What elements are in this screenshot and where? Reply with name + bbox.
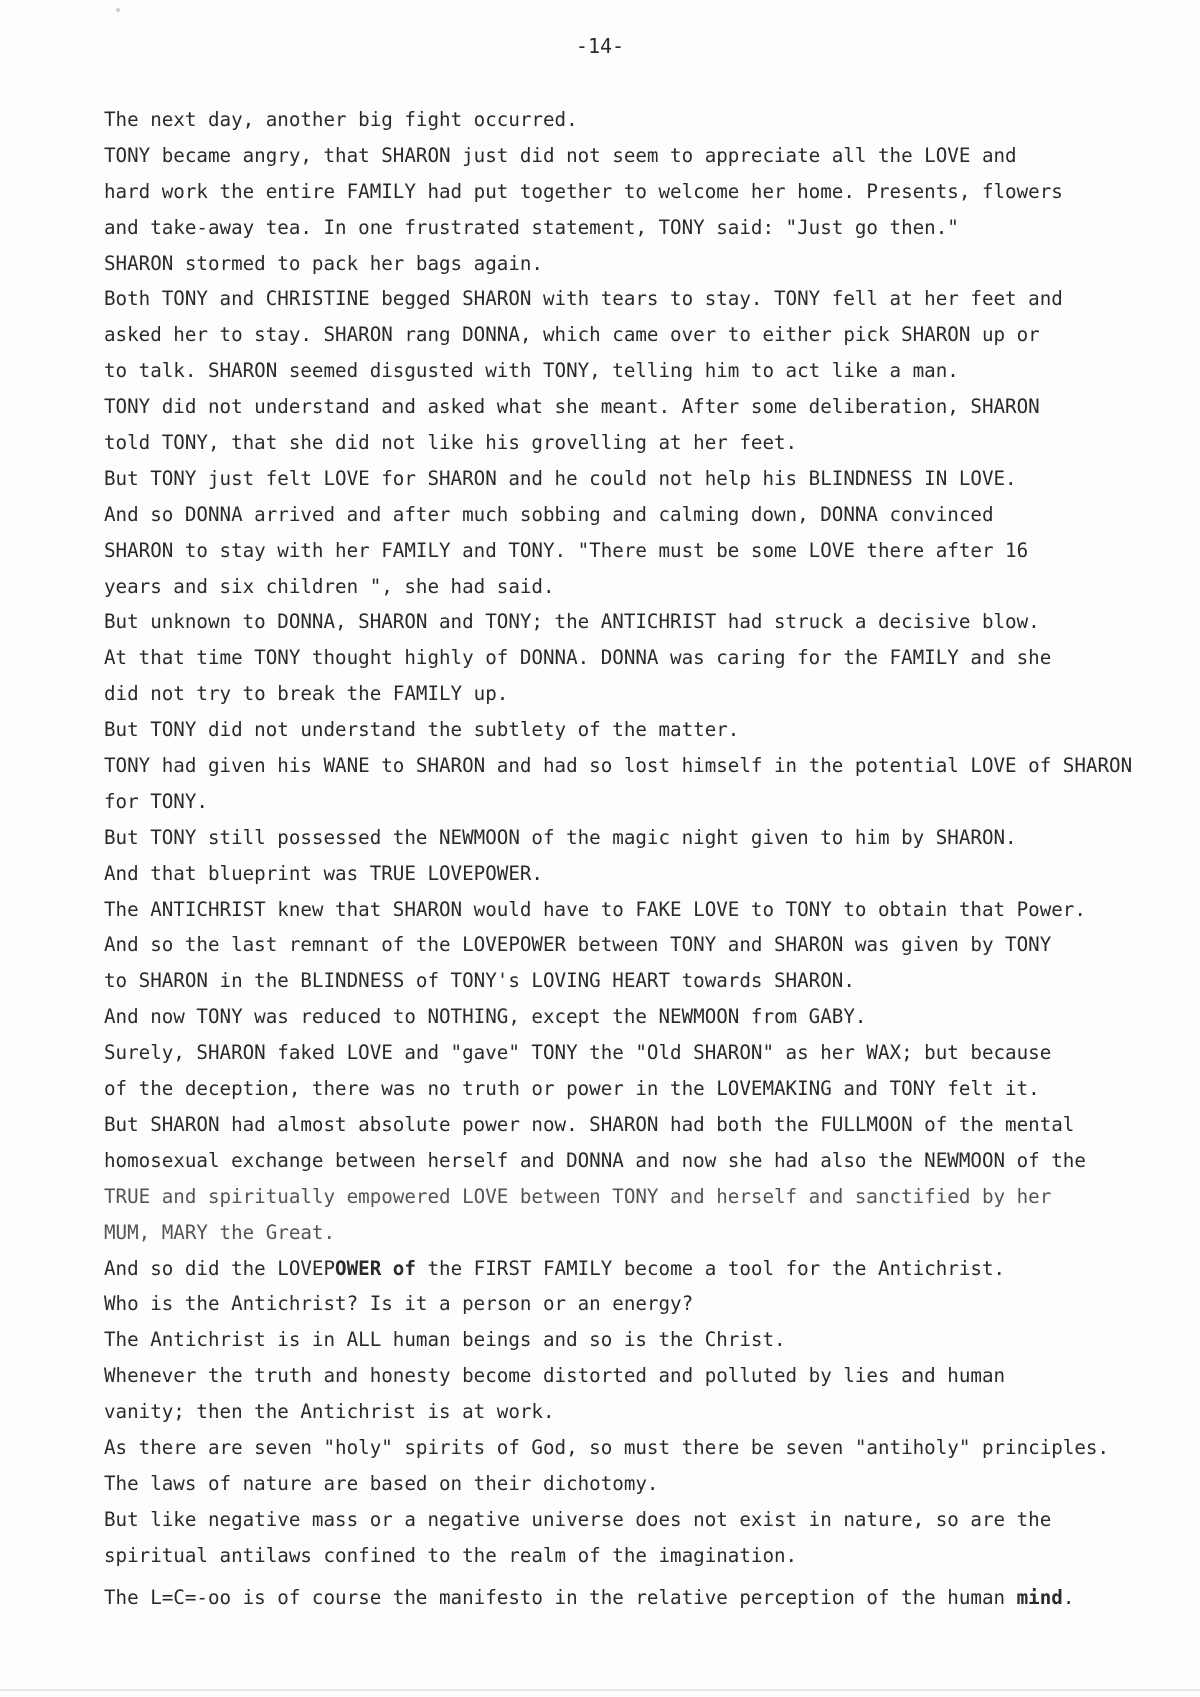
text-line: The next day, another big fight occurred. [104,108,578,131]
body-text [104,102,1194,1615]
text-line: and take-away tea. In one frustrated statement, TONY said: "Just go then." [104,215,959,239]
page-bottom-edge [0,1689,1200,1691]
text-segment: The L=C=-oo is of course the manifesto in the relative perception of the human [104,1585,1017,1609]
text-line: At that time TONY thought highly of DONNA. DONNA was caring for the FAMILY and she [104,646,1052,670]
text-line: TONY did not understand and asked what she meant. After some deliberation, SHARON [104,395,1040,419]
text-line: Both TONY and CHRISTINE begged SHARON with tears to stay. TONY fell at her feet and [104,287,1063,311]
text-line: As there are seven "holy" spirits of God, so must there be seven "antiholy" principles. [104,1435,1110,1459]
page-number: -14- [575,34,625,58]
text-line: And now TONY was reduced to NOTHING, except the NEWMOON from GABY. [104,1005,867,1029]
final-text-line [104,1580,1194,1616]
text-line: Who is the Antichrist? Is it a person or an energy? [104,1292,694,1316]
text-line: hard work the entire FAMILY had put together to welcome her home. Presents, flowers [104,179,1063,203]
text-line: But unknown to DONNA, SHARON and TONY; the ANTICHRIST had struck a decisive blow. [104,610,1040,634]
paragraph-block-bottom [104,1286,1194,1573]
paragraph-block-top [104,102,1194,1251]
text-line: TRUE and spiritually empowered LOVE between TONY and herself and sanctified by her [104,1184,1052,1208]
text-line: But SHARON had almost absolute power now. SHARON had both the FULLMOON of the mental [104,1112,1075,1136]
text-line: And that blueprint was TRUE LOVEPOWER. [104,861,543,885]
text-line: And so DONNA arrived and after much sobbing and calming down, DONNA convinced [104,502,994,526]
text-line: SHARON stormed to pack her bags again. [104,251,543,275]
paper-speck [116,8,120,12]
text-line: And so the last remnant of the LOVEPOWER between TONY and SHARON was given by TONY [104,933,1052,957]
text-line: SHARON to stay with her FAMILY and TONY. "There must be some LOVE there after 16 [104,538,1029,562]
text-line: The laws of nature are based on their dichotomy. [104,1471,659,1495]
text-line: But like negative mass or a negative universe does not exist in nature, so are the [104,1507,1052,1531]
text-line: for TONY. [104,789,208,813]
text-line: But TONY still possessed the NEWMOON of the magic night given to him by SHARON. [104,825,1017,849]
text-line: But TONY did not understand the subtlety of the matter. [104,718,740,742]
text-line: But TONY just felt LOVE for SHARON and he could not help his BLINDNESS IN LOVE. [104,466,1017,490]
text-segment: . [1062,1585,1075,1609]
text-line: homosexual exchange between herself and DONNA and now she had also the NEWMOON of the [104,1148,1086,1172]
text-line: The Antichrist is in ALL human beings and so is the Christ. [104,1328,786,1352]
text-line: TONY had given his WANE to SHARON and had so lost himself in the potential LOVE of SHARON [104,754,1133,778]
text-line: Surely, SHARON faked LOVE and "gave" TONY the "Old SHARON" as her WAX; but because [104,1041,1052,1065]
text-line: to talk. SHARON seemed disgusted with TONY, telling him to act like a man. [104,359,959,383]
text-segment: And so did the LOVEP [104,1256,336,1280]
text-line: spiritual antilaws confined to the realm of the imagination. [104,1543,798,1567]
text-line: Whenever the truth and honesty become distorted and polluted by lies and human [104,1364,1006,1388]
text-line: did not try to break the FAMILY up. [104,682,509,706]
text-line: asked her to stay. SHARON rang DONNA, which came over to either pick SHARON up or [104,323,1040,347]
text-line-with-bold [104,1251,1194,1287]
text-line: The ANTICHRIST knew that SHARON would have to FAKE LOVE to TONY to obtain that Power. [104,897,1086,921]
text-line: years and six children ", she had said. [104,574,555,598]
text-line: vanity; then the Antichrist is at work. [104,1400,555,1424]
bold-text-segment: mind [1016,1585,1063,1609]
text-line: MUM, MARY the Great. [104,1220,336,1244]
text-segment: the FIRST FAMILY become a tool for the Antichrist. [415,1256,1006,1280]
text-line: told TONY, that she did not like his grovelling at her feet. [104,431,798,455]
text-line: of the deception, there was no truth or power in the LOVEMAKING and TONY felt it. [104,1077,1040,1101]
bold-text-segment: OWER of [335,1256,416,1280]
text-line: to SHARON in the BLINDNESS of TONY's LOVING HEART towards SHARON. [104,969,855,993]
text-line: TONY became angry, that SHARON just did not seem to appreciate all the LOVE and [104,143,1017,167]
